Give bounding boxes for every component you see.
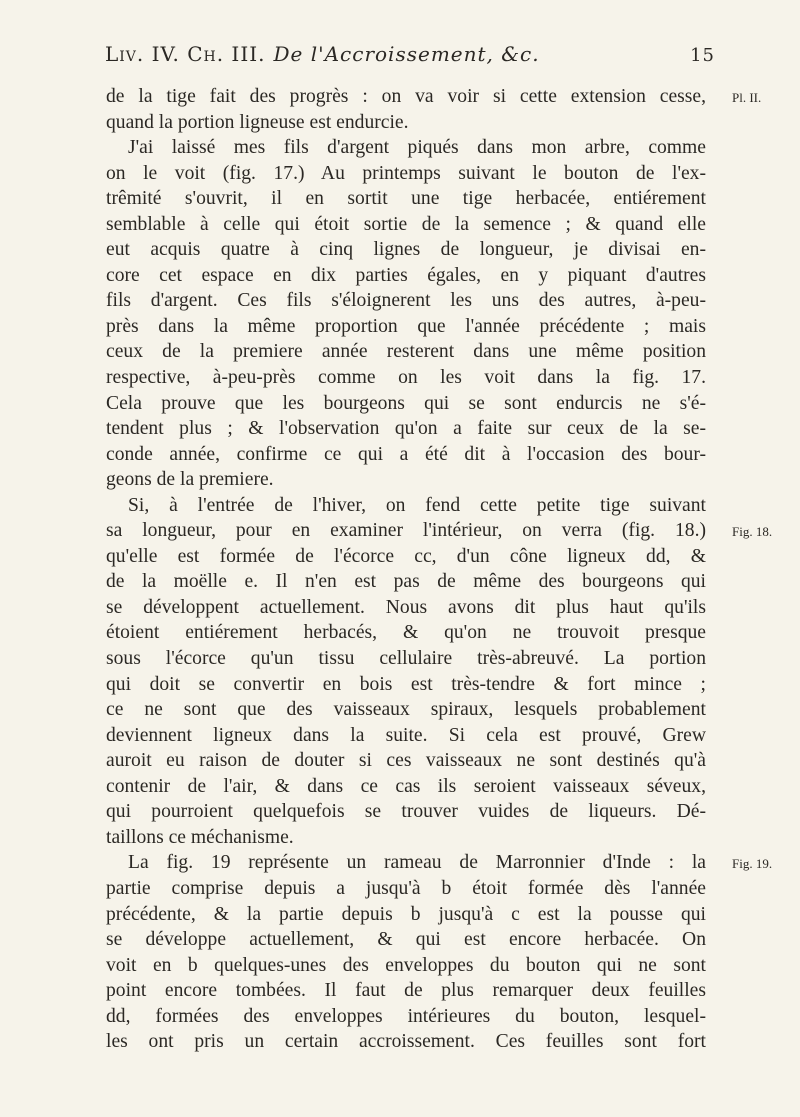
text-line: eut acquis quatre à cinq lignes de longueur, je divisai en- [106,239,706,261]
text-line: voit en b quelques-unes des enveloppes du bouton qui ne sont [106,954,706,976]
margin-note-plate: Pl. II. [732,90,762,105]
text-line: quand la portion ligneuse est endurcie. [106,111,409,133]
text-line: Si, à l'entrée de l'hiver, on fend cette petite tige suivant [128,494,706,516]
text-line: deviennent ligneux dans la suite. Si cela est prouvé, Grew [106,724,706,746]
text-line: qui doit se convertir en bois est très-tendre & fort mince ; [106,673,706,695]
text-line: se développe actuellement, & qui est encore herbacée. On [106,929,706,951]
text-line: taillons ce méchanisme. [106,826,294,848]
text-line: les ont pris un certain accroissement. Ces feuilles sont fort [106,1031,706,1053]
chapter-reference: Liv. IV. Ch. III. [105,42,266,66]
text-line: de la tige fait des progrès : on va voir si cette extension cesse, [106,86,706,107]
running-header [105,42,715,66]
text-line: auroit eu raison de douter si ces vaisseaux ne sont destinés qu'à [106,750,706,772]
text-line: La fig. 19 représente un rameau de Marronnier d'Inde : la [128,852,706,874]
text-line: J'ai laissé mes fils d'argent piqués dans mon arbre, comme [128,137,706,159]
text-line: précédente, & la partie depuis b jusqu'à c est la pousse qui [106,903,706,925]
text-line: près dans la même proportion que l'année précédente ; mais [106,315,706,337]
text-line: geons de la premiere. [106,469,274,491]
text-line: trêmité s'ouvrit, il en sortit une tige herbacée, entiérement [106,188,706,210]
text-line: ceux de la premiere année resterent dans une même position [106,341,706,363]
text-line: qui pourroient quelquefois se trouver vuides de liqueurs. Dé- [106,801,706,823]
text-line: dd, formées des enveloppes intérieures du bouton, lesquel- [106,1005,706,1027]
text-line: core cet espace en dix parties égales, en y piquant d'autres [106,264,706,286]
text-line: Cela prouve que les bourgeons qui se sont endurcis ne s'é- [106,392,706,414]
running-title: De l'Accroissement, &c. [273,42,540,66]
text-line: se développent actuellement. Nous avons dit plus haut qu'ils [106,596,706,618]
text-line: étoient entiérement herbacés, & qu'on ne trouvoit presque [106,622,706,644]
text-line: on le voit (fig. 17.) Au printemps suivant le bouton de l'ex- [106,162,706,184]
text-line: ce ne sont que des vaisseaux spiraux, lesquels probablement [106,699,706,721]
text-line: sa longueur, pour en examiner l'intérieur, on verra (fig. 18.) [106,520,706,542]
margin-note-fig-19: Fig. 19. [732,856,773,871]
text-line: conde année, confirme ce qui a été dit à l'occasion des bour- [106,443,706,465]
text-line: sous l'écorce qu'un tissu cellulaire très-abreuvé. La portion [106,648,706,670]
text-line: tendent plus ; & l'observation qu'on a faite sur ceux de la se- [106,418,706,440]
page-number: 15 [690,45,715,66]
text-line: qu'elle est formée de l'écorce cc, d'un cône ligneux dd, & [106,545,706,567]
text-line: semblable à celle qui étoit sortie de la semence ; & quand elle [106,213,706,235]
body-text [106,84,706,1055]
text-line: point encore tombées. Il faut de plus remarquer deux feuilles [106,980,706,1002]
text-line: partie comprise depuis a jusqu'à b étoit formée dès l'année [106,877,706,899]
text-line: de la moëlle e. Il n'en est pas de même des bourgeons qui [106,571,706,593]
text-line: contenir de l'air, & dans ce cas ils seroient vaisseaux séveux, [106,775,706,797]
text-line: respective, à-peu-près comme on les voit dans la fig. 17. [106,367,706,389]
text-line: fils d'argent. Ces fils s'éloignerent les uns des autres, à-peu- [106,290,706,312]
margin-note-fig-18: Fig. 18. [732,524,773,539]
